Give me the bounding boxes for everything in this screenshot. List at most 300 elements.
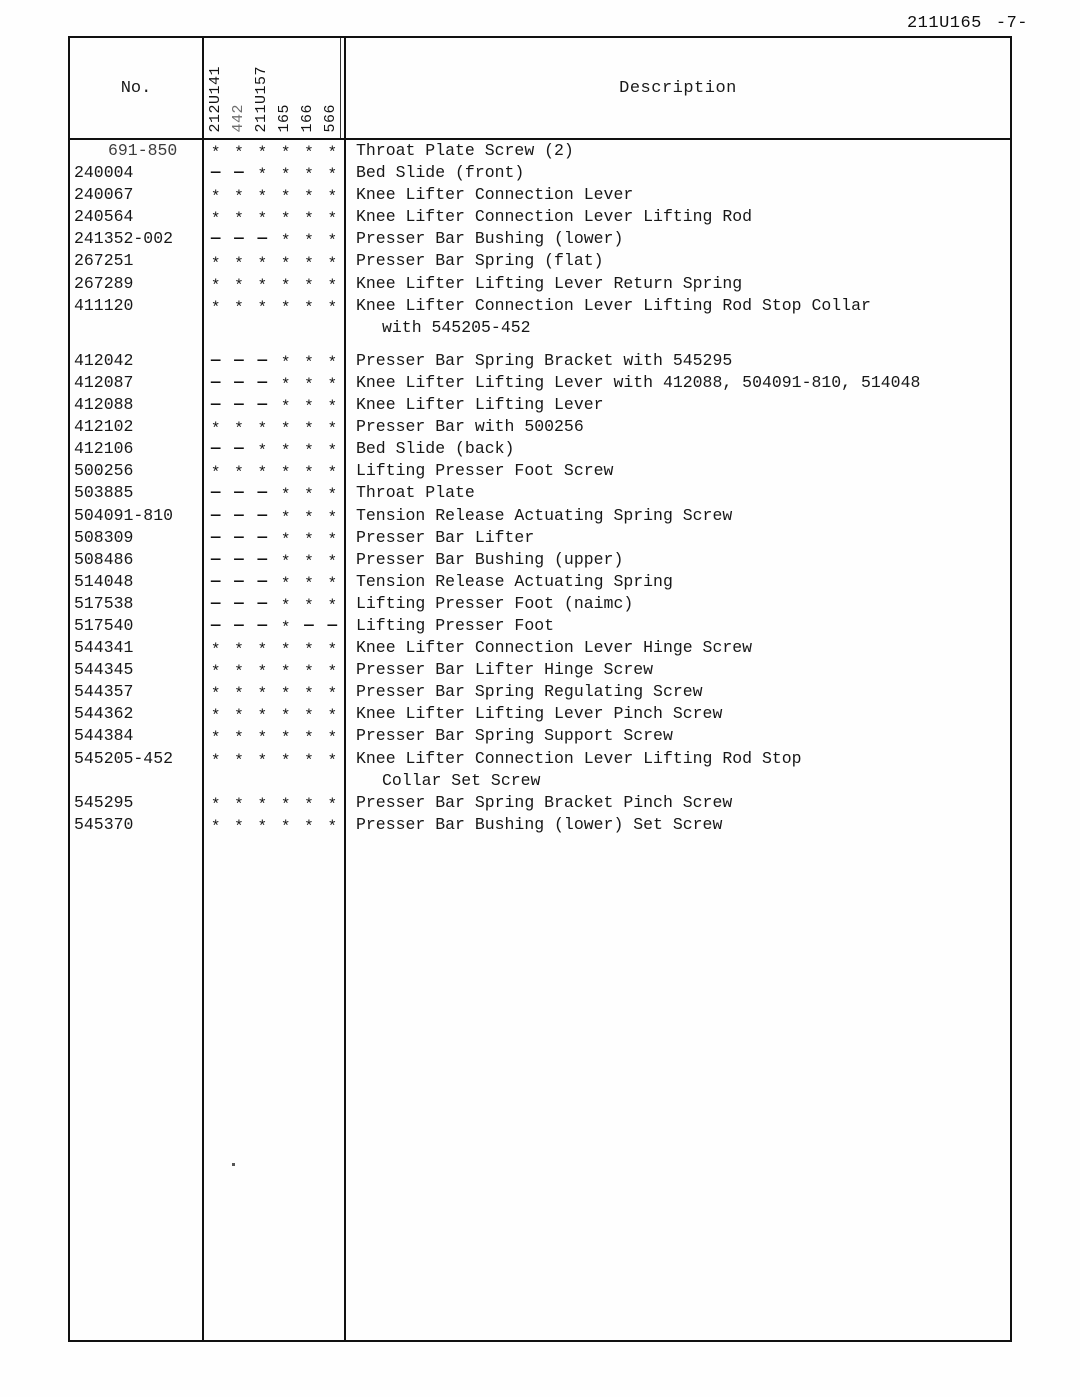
table-row[interactable] <box>70 372 1010 394</box>
part-description: Knee Lifter Lifting Lever Pinch Screw <box>356 704 723 724</box>
applicable-mark: * <box>304 552 314 571</box>
applicable-mark: * <box>304 707 314 726</box>
model-applicability-marks <box>204 317 344 339</box>
applicable-mark: * <box>210 817 221 836</box>
table-row[interactable] <box>70 725 1010 747</box>
applicable-mark: * <box>327 464 338 483</box>
applicable-mark: * <box>327 663 338 682</box>
part-number: 545295 <box>74 792 134 812</box>
applicable-mark: * <box>257 276 268 295</box>
parts-table <box>68 36 1012 1342</box>
applicable-mark: * <box>280 144 291 163</box>
part-description: Throat Plate <box>356 483 475 503</box>
not-applicable-mark: — <box>257 616 268 635</box>
header-number: No. <box>120 78 152 98</box>
applicable-mark: * <box>234 707 244 726</box>
part-description: Presser Bar Spring (flat) <box>356 251 604 271</box>
part-number: 412106 <box>74 439 134 459</box>
applicable-mark: * <box>280 276 291 295</box>
applicable-mark: * <box>234 188 244 207</box>
applicable-mark: * <box>280 298 291 317</box>
part-number: 411120 <box>74 295 134 315</box>
part-description: Presser Bar Spring Bracket Pinch Screw <box>356 792 733 812</box>
not-applicable-mark: — <box>234 163 244 182</box>
applicable-mark: * <box>234 420 244 439</box>
applicable-mark: * <box>327 210 338 229</box>
applicable-mark: * <box>280 375 291 394</box>
header-model-442: 442 <box>230 104 247 133</box>
part-description: Lifting Presser Foot <box>356 615 555 635</box>
table-row[interactable] <box>70 549 1010 571</box>
part-number: 508309 <box>74 527 134 547</box>
applicable-mark: * <box>327 254 338 273</box>
applicable-mark: * <box>210 464 221 483</box>
applicable-mark: * <box>210 641 221 660</box>
applicable-mark: * <box>280 707 291 726</box>
applicable-mark: * <box>210 420 221 439</box>
model-applicability-marks <box>204 273 344 295</box>
applicable-mark: * <box>257 751 268 770</box>
part-description: Lifting Presser Foot (naimc) <box>356 593 634 613</box>
part-description: Knee Lifter Lifting Lever with 412088, 504091-810, 514048 <box>356 372 921 392</box>
applicable-mark: * <box>280 508 291 527</box>
not-applicable-mark: — <box>210 571 221 590</box>
applicable-mark: * <box>234 663 244 682</box>
applicable-mark: * <box>304 232 314 251</box>
table-row[interactable] <box>70 350 1010 372</box>
applicable-mark: * <box>210 685 221 704</box>
table-row[interactable] <box>70 273 1010 295</box>
applicable-mark: * <box>234 464 244 483</box>
not-applicable-mark: — <box>234 527 244 546</box>
applicable-mark: * <box>280 232 291 251</box>
document-number: 211U165 <box>906 14 982 33</box>
model-applicability-marks <box>204 792 344 814</box>
table-row[interactable] <box>70 571 1010 593</box>
applicable-mark: * <box>234 254 244 273</box>
not-applicable-mark: — <box>257 229 268 248</box>
applicable-mark: * <box>327 232 338 251</box>
part-number: 412087 <box>74 372 134 392</box>
applicable-mark: * <box>257 442 268 461</box>
not-applicable-mark: — <box>257 527 268 546</box>
applicable-mark: * <box>234 729 244 748</box>
applicable-mark: * <box>304 795 314 814</box>
applicable-mark: * <box>304 166 314 185</box>
running-head <box>907 14 1028 33</box>
applicable-mark: * <box>257 817 268 836</box>
not-applicable-mark: — <box>234 616 244 635</box>
part-description-continued: with 545205-452 <box>382 317 531 337</box>
applicable-mark: * <box>280 641 291 660</box>
table-row[interactable] <box>70 394 1010 416</box>
part-number: 544341 <box>74 638 134 658</box>
part-number: 545205-452 <box>74 748 174 768</box>
table-row[interactable] <box>70 637 1010 659</box>
model-applicability-marks <box>204 637 344 659</box>
part-number: 267251 <box>74 251 134 271</box>
not-applicable-mark: — <box>234 505 244 524</box>
applicable-mark: * <box>210 663 221 682</box>
not-applicable-mark: — <box>257 483 268 502</box>
table-row[interactable] <box>70 295 1010 317</box>
not-applicable-mark: — <box>257 505 268 524</box>
part-number: 544362 <box>74 704 134 724</box>
table-row[interactable] <box>70 460 1010 482</box>
header-model-166: 166 <box>299 104 316 133</box>
part-description: Presser Bar Bushing (lower) <box>356 229 624 249</box>
part-number: 240067 <box>74 185 134 205</box>
not-applicable-mark: — <box>234 229 244 248</box>
part-description: Presser Bar Lifter <box>356 527 535 547</box>
applicable-mark: * <box>257 729 268 748</box>
model-applicability-marks <box>204 549 344 571</box>
applicable-mark: * <box>304 486 314 505</box>
not-applicable-mark: — <box>210 395 221 414</box>
applicable-mark: * <box>280 210 291 229</box>
applicable-mark: * <box>304 375 314 394</box>
applicable-mark: * <box>304 442 314 461</box>
model-applicability-marks <box>204 505 344 527</box>
part-description: Knee Lifter Lifting Lever Return Spring <box>356 273 743 293</box>
applicable-mark: * <box>304 574 314 593</box>
applicable-mark: * <box>257 663 268 682</box>
applicable-mark: * <box>234 795 244 814</box>
header-model-165: 165 <box>276 104 293 133</box>
table-row[interactable] <box>70 482 1010 504</box>
header-model-211u157: 211U157 <box>253 66 270 133</box>
not-applicable-mark: — <box>210 483 221 502</box>
not-applicable-mark: — <box>257 395 268 414</box>
part-description: Presser Bar Bushing (lower) Set Screw <box>356 814 723 834</box>
not-applicable-mark: — <box>234 593 244 612</box>
table-row[interactable] <box>70 206 1010 228</box>
applicable-mark: * <box>280 729 291 748</box>
applicable-mark: * <box>234 685 244 704</box>
part-number: 412088 <box>74 395 134 415</box>
applicable-mark: * <box>234 751 244 770</box>
table-row[interactable] <box>70 505 1010 527</box>
model-applicability-marks <box>204 482 344 504</box>
table-row[interactable] <box>70 681 1010 703</box>
table-row[interactable] <box>70 250 1010 272</box>
not-applicable-mark: — <box>257 549 268 568</box>
applicable-mark: * <box>257 795 268 814</box>
part-description: Knee Lifter Connection Lever Lifting Rod <box>356 207 753 227</box>
applicable-mark: * <box>304 188 314 207</box>
table-row[interactable] <box>70 703 1010 725</box>
applicable-mark: * <box>210 144 221 163</box>
applicable-mark: * <box>327 144 338 163</box>
applicable-mark: * <box>327 442 338 461</box>
applicable-mark: * <box>304 254 314 273</box>
applicable-mark: * <box>304 144 314 163</box>
table-row[interactable] <box>70 770 1010 792</box>
header-model-566: 566 <box>322 104 339 133</box>
model-applicability-marks <box>204 394 344 416</box>
applicable-mark: * <box>327 486 338 505</box>
applicable-mark: * <box>327 420 338 439</box>
part-number: 412102 <box>74 417 134 437</box>
part-description: Knee Lifter Connection Lever Hinge Screw <box>356 638 753 658</box>
part-description: Lifting Presser Foot Screw <box>356 461 614 481</box>
part-number: 508486 <box>74 549 134 569</box>
not-applicable-mark: — <box>210 505 221 524</box>
scan-artifact-speck <box>232 1163 235 1166</box>
applicable-mark: * <box>304 641 314 660</box>
applicable-mark: * <box>327 795 338 814</box>
part-description: Presser Bar Spring Regulating Screw <box>356 682 703 702</box>
applicable-mark: * <box>327 298 338 317</box>
applicable-mark: * <box>304 508 314 527</box>
table-row[interactable] <box>70 162 1010 184</box>
applicable-mark: * <box>327 398 338 417</box>
model-applicability-marks <box>204 703 344 725</box>
part-number: 240004 <box>74 163 134 183</box>
applicable-mark: * <box>327 729 338 748</box>
applicable-mark: * <box>280 254 291 273</box>
not-applicable-mark: — <box>210 229 221 248</box>
applicable-mark: * <box>280 442 291 461</box>
applicable-mark: * <box>304 353 314 372</box>
applicable-mark: * <box>257 685 268 704</box>
table-row[interactable] <box>70 792 1010 814</box>
applicable-mark: * <box>304 729 314 748</box>
not-applicable-mark: — <box>234 395 244 414</box>
model-applicability-marks <box>204 571 344 593</box>
page-marker: -7- <box>995 14 1028 33</box>
applicable-mark: * <box>280 464 291 483</box>
applicable-mark: * <box>257 420 268 439</box>
part-number: 504091-810 <box>74 505 174 525</box>
not-applicable-mark: — <box>210 593 221 612</box>
applicable-mark: * <box>304 685 314 704</box>
applicable-mark: * <box>327 707 338 726</box>
applicable-mark: * <box>234 144 244 163</box>
applicable-mark: * <box>280 574 291 593</box>
not-applicable-mark: — <box>210 527 221 546</box>
model-applicability-marks <box>204 770 344 792</box>
table-row[interactable] <box>70 317 1010 339</box>
part-number: 544384 <box>74 726 134 746</box>
not-applicable-mark: — <box>257 350 268 369</box>
model-applicability-marks <box>204 372 344 394</box>
applicable-mark: * <box>210 276 221 295</box>
applicable-mark: * <box>257 210 268 229</box>
applicable-mark: * <box>210 729 221 748</box>
applicable-mark: * <box>257 641 268 660</box>
model-applicability-marks <box>204 659 344 681</box>
table-row[interactable] <box>70 140 1010 162</box>
applicable-mark: * <box>234 641 244 660</box>
model-applicability-marks <box>204 593 344 615</box>
table-row[interactable] <box>70 438 1010 460</box>
applicable-mark: * <box>327 685 338 704</box>
part-number: 267289 <box>74 273 134 293</box>
not-applicable-mark: — <box>257 372 268 391</box>
applicable-mark: * <box>234 817 244 836</box>
applicable-mark: * <box>280 817 291 836</box>
part-description: Presser Bar Spring Support Screw <box>356 726 673 746</box>
part-number: 691-850 <box>108 141 178 160</box>
applicable-mark: * <box>304 464 314 483</box>
applicable-mark: * <box>234 298 244 317</box>
applicable-mark: * <box>327 188 338 207</box>
applicable-mark: * <box>280 751 291 770</box>
part-description: Knee Lifter Connection Lever <box>356 185 634 205</box>
part-number: 544345 <box>74 660 134 680</box>
part-description: Presser Bar Spring Bracket with 545295 <box>356 350 733 370</box>
part-description: Presser Bar Bushing (upper) <box>356 549 624 569</box>
table-row[interactable] <box>70 527 1010 549</box>
table-row[interactable] <box>70 615 1010 637</box>
applicable-mark: * <box>327 530 338 549</box>
applicable-mark: * <box>327 596 338 615</box>
header-model-columns <box>204 38 344 138</box>
applicable-mark: * <box>304 420 314 439</box>
not-applicable-mark: — <box>234 350 244 369</box>
applicable-mark: * <box>257 464 268 483</box>
applicable-mark: * <box>304 530 314 549</box>
part-description: Throat Plate Screw (2) <box>356 141 574 160</box>
applicable-mark: * <box>257 707 268 726</box>
applicable-mark: * <box>327 817 338 836</box>
table-row[interactable] <box>70 184 1010 206</box>
part-description-continued: Collar Set Screw <box>382 770 541 790</box>
not-applicable-mark: — <box>234 483 244 502</box>
applicable-mark: * <box>304 398 314 417</box>
model-applicability-marks <box>204 295 344 317</box>
applicable-mark: * <box>280 685 291 704</box>
applicable-mark: * <box>280 398 291 417</box>
model-applicability-marks <box>204 460 344 482</box>
model-applicability-marks <box>204 615 344 637</box>
applicable-mark: * <box>327 375 338 394</box>
model-applicability-marks <box>204 438 344 460</box>
applicable-mark: * <box>234 276 244 295</box>
model-applicability-marks <box>204 814 344 836</box>
applicable-mark: * <box>280 795 291 814</box>
part-description: Bed Slide (back) <box>356 439 515 459</box>
part-description: Knee Lifter Connection Lever Lifting Rod Stop <box>356 748 802 768</box>
applicable-mark: * <box>210 795 221 814</box>
applicable-mark: * <box>257 188 268 207</box>
applicable-mark: * <box>234 210 244 229</box>
part-description: Knee Lifter Lifting Lever <box>356 395 604 415</box>
applicable-mark: * <box>280 530 291 549</box>
model-applicability-marks <box>204 527 344 549</box>
applicable-mark: * <box>327 166 338 185</box>
header-description: Description <box>619 78 737 98</box>
applicable-mark: * <box>257 144 268 163</box>
applicable-mark: * <box>327 552 338 571</box>
part-description: Tension Release Actuating Spring <box>356 571 673 591</box>
model-applicability-marks <box>204 184 344 206</box>
model-applicability-marks <box>204 416 344 438</box>
not-applicable-mark: — <box>304 616 314 635</box>
applicable-mark: * <box>304 276 314 295</box>
model-applicability-marks <box>204 140 344 162</box>
model-applicability-marks <box>204 228 344 250</box>
applicable-mark: * <box>210 298 221 317</box>
not-applicable-mark: — <box>234 372 244 391</box>
applicable-mark: * <box>210 254 221 273</box>
applicable-mark: * <box>280 663 291 682</box>
applicable-mark: * <box>280 552 291 571</box>
parts-row-list <box>70 140 1010 1340</box>
table-row[interactable] <box>70 416 1010 438</box>
applicable-mark: * <box>280 596 291 615</box>
applicable-mark: * <box>304 298 314 317</box>
applicable-mark: * <box>327 353 338 372</box>
not-applicable-mark: — <box>234 439 244 458</box>
table-row[interactable] <box>70 228 1010 250</box>
applicable-mark: * <box>327 641 338 660</box>
part-number: 412042 <box>74 350 134 370</box>
not-applicable-mark: — <box>234 571 244 590</box>
applicable-mark: * <box>327 276 338 295</box>
model-applicability-marks <box>204 206 344 228</box>
model-applicability-marks <box>204 748 344 770</box>
model-applicability-marks <box>204 250 344 272</box>
table-row[interactable] <box>70 659 1010 681</box>
not-applicable-mark: — <box>257 593 268 612</box>
model-applicability-marks <box>204 681 344 703</box>
applicable-mark: * <box>304 817 314 836</box>
part-number: 241352-002 <box>74 229 174 249</box>
not-applicable-mark: — <box>210 549 221 568</box>
model-applicability-marks <box>204 162 344 184</box>
applicable-mark: * <box>280 166 291 185</box>
part-number: 545370 <box>74 814 134 834</box>
not-applicable-mark: — <box>210 616 221 635</box>
table-row[interactable] <box>70 748 1010 770</box>
applicable-mark: * <box>280 420 291 439</box>
applicable-mark: * <box>327 574 338 593</box>
applicable-mark: * <box>210 707 221 726</box>
table-row-spacer <box>70 339 1010 350</box>
table-row[interactable] <box>70 593 1010 615</box>
part-description: Bed Slide (front) <box>356 163 525 183</box>
not-applicable-mark: — <box>210 372 221 391</box>
part-number: 517540 <box>74 615 134 635</box>
not-applicable-mark: — <box>210 350 221 369</box>
table-row[interactable] <box>70 814 1010 836</box>
part-number: 544357 <box>74 682 134 702</box>
part-description: Tension Release Actuating Spring Screw <box>356 505 733 525</box>
applicable-mark: * <box>210 188 221 207</box>
part-number: 240564 <box>74 207 134 227</box>
applicable-mark: * <box>304 210 314 229</box>
applicable-mark: * <box>280 486 291 505</box>
part-number: 500256 <box>74 461 134 481</box>
applicable-mark: * <box>257 166 268 185</box>
model-applicability-marks <box>204 725 344 747</box>
part-description: Presser Bar with 500256 <box>356 417 584 437</box>
part-description: Presser Bar Lifter Hinge Screw <box>356 660 654 680</box>
part-number: 514048 <box>74 571 134 591</box>
applicable-mark: * <box>304 751 314 770</box>
applicable-mark: * <box>327 751 338 770</box>
not-applicable-mark: — <box>210 439 221 458</box>
header-model-212u141: 212U141 <box>207 66 224 133</box>
part-description: Knee Lifter Connection Lever Lifting Rod Stop Collar <box>356 295 871 315</box>
applicable-mark: * <box>304 596 314 615</box>
applicable-mark: * <box>280 619 291 638</box>
not-applicable-mark: — <box>257 571 268 590</box>
not-applicable-mark: — <box>327 616 338 635</box>
applicable-mark: * <box>327 508 338 527</box>
